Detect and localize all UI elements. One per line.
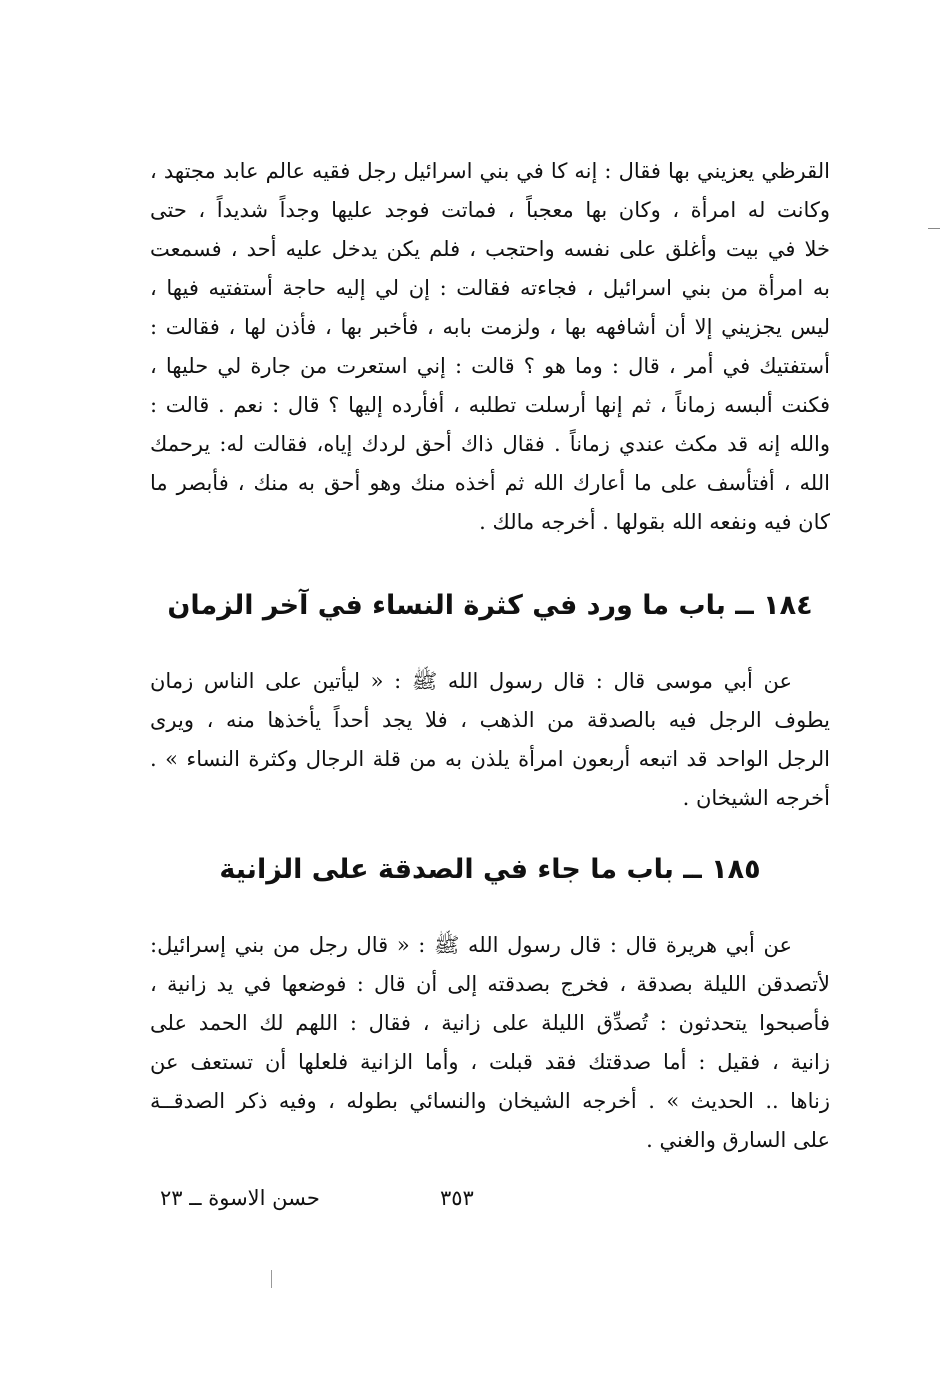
text-line: الله ، أفتأسف على ما أعارك الله ثم أخذه منك وهو أحق به منك ، فأبصر ما [150, 471, 830, 495]
text-line: القرظي يعزيني بها فقال : إنه كا في بني اسرائيل رجل فقيه عالم عابد مجتهد ، [150, 159, 830, 183]
section-185-heading: ١٨٥ ــ باب ما جاء في الصدقة على الزانية [219, 854, 761, 885]
text-line: أخرجه الشيخان . [682, 786, 830, 810]
text-line: فأصبحوا يتحدثون : تُصدِّق الليلة على زانية ، فقال : اللهم لك الحمد على [150, 1011, 830, 1035]
text-line: عن أبي هريرة قال : قال رسول الله ﷺ : « قال رجل من بني إسرائيل: [150, 933, 792, 957]
text-line: به امرأة من بني اسرائيل ، فجاءته فقالت : إن لي إليه حاجة أستفتيه فيها ، [150, 276, 830, 300]
text-line: زناها .. الحديث » . أخرجه الشيخان والنسائي بطوله ، وفيه ذكر الصدقــة [150, 1089, 830, 1113]
section-185-paragraph [150, 926, 830, 1160]
margin-mark [928, 228, 940, 229]
text-line: ليس يجزيني إلا أن أشافهه بها ، ولزمت بابه ، فأخبر بها ، فأذن لها ، فقالت : [150, 315, 830, 339]
text-line: أستفتيك في أمر ، قال : وما هو ؟ قالت : إني استعرت من جارة لي حليها ، [150, 354, 830, 378]
text-line: كان فيه ونفعه الله بقولها . أخرجه مالك . [479, 510, 830, 534]
text-line: الرجل الواحد قد اتبعه أربعون امرأة يلذن به من قلة الرجال وكثرة النساء » . [150, 747, 830, 771]
text-line: وكانت له امرأة ، وكان بها معجباً ، فماتت فوجد عليها وجداً شديداً ، حتى [150, 198, 830, 222]
section-184-heading: ١٨٤ ــ باب ما ورد في كثرة النساء في آخر الزمان [167, 590, 813, 621]
text-line: خلا في بيت وأغلق على نفسه واحتجب ، فلم يكن يدخل عليه أحد ، فسمعت [150, 237, 830, 261]
text-line: لأتصدقن الليلة بصدقة ، فخرج بصدقته إلى أن قال : فوضعها في يد زانية ، [150, 972, 830, 996]
text-line: على السارق والغني . [646, 1128, 830, 1152]
text-line: فكنت ألبسه زماناً ، ثم إنها أرسلت تطلبه ، أفأرده إليها ؟ قال : نعم . قالت : [150, 393, 830, 417]
text-line: والله إنه قد مكث عندي زماناً . فقال ذاك أحق لردك إياه، فقالت له: يرحمك [150, 432, 830, 456]
scan-mark [271, 1270, 272, 1288]
page-number: ٣٥٣ [440, 1186, 474, 1210]
text-line: عن أبي موسى قال : قال رسول الله ﷺ : « ليأتين على الناس زمان [150, 669, 792, 693]
text-line: يطوف الرجل فيه بالصدقة من الذهب ، فلا يجد أحداً يأخذها منه ، ويرى [150, 708, 830, 732]
continuation-paragraph [150, 152, 830, 542]
text-line: زانية ، فقيل : أما صدقتك فقد قبلت ، وأما الزانية فلعلها أن تستعف عن [150, 1050, 830, 1074]
signature-mark: حسن الاسوة ــ ٢٣ [160, 1186, 320, 1210]
section-184-paragraph [150, 662, 830, 818]
